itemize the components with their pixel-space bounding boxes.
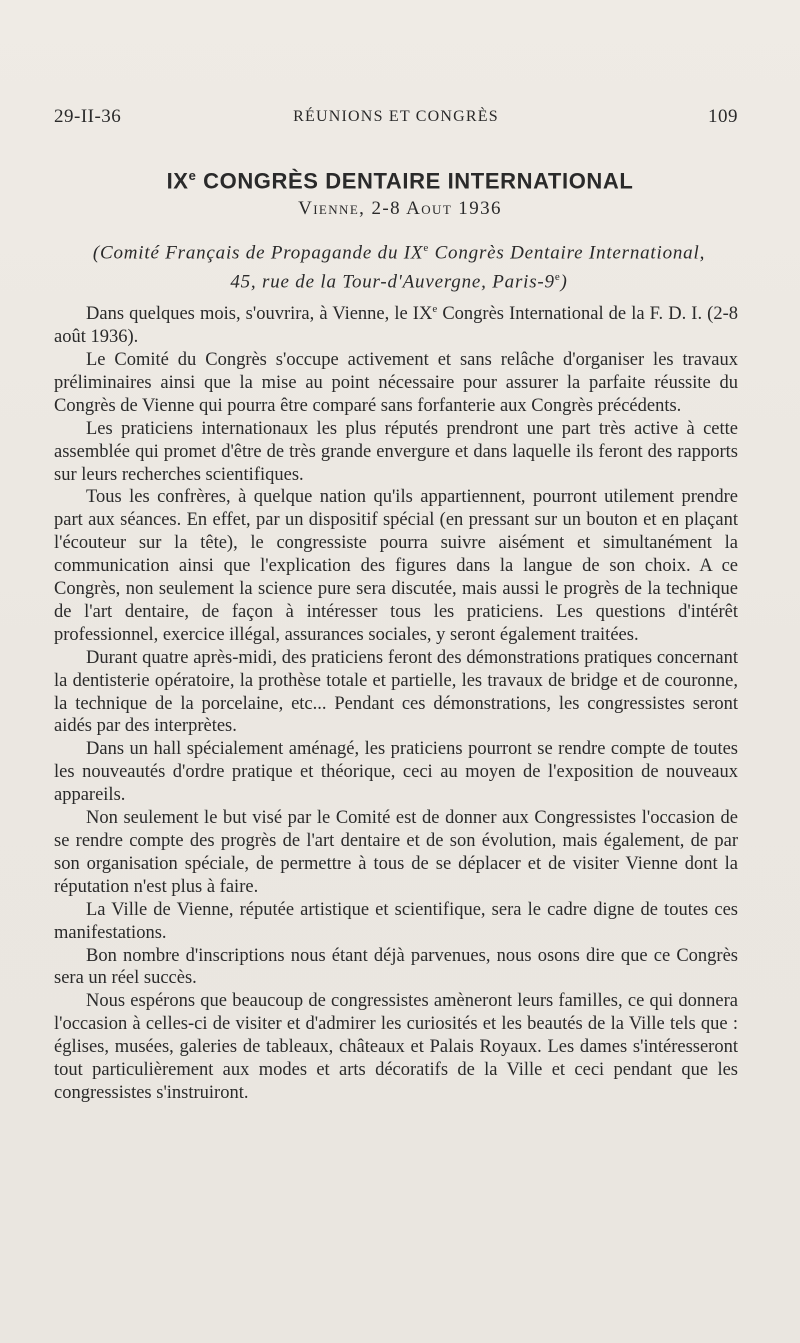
article-title — [0, 168, 800, 194]
title-superscript: e — [188, 168, 197, 183]
committee-line-1 — [54, 236, 744, 265]
paragraph-1-sup: e — [432, 303, 438, 315]
paragraph-1-post: Congrès International de la F. D. I. (2-8 août 1936). — [54, 304, 738, 348]
paragraph-1-pre: Dans quelques mois, s'ouvrira, à Vienne, le IX — [86, 304, 433, 325]
committee-line-1-sup: e — [423, 242, 430, 254]
paragraph-10: Nous espérons que beaucoup de congressistes amèneront leurs familles, ce qui donnera l'occasion à celles-ci de visiter et d'admirer les curiosités et les beautés de la Ville tels que : églises, musées, galeries de tableaux, châteaux et Palais Royaux. Les dames s'intéresseront tout particulièrement aux modes et arts décoratifs de la Ville et ceci pendant que les congressistes s'instruiront. — [54, 991, 738, 1103]
title-prefix: IX — [166, 168, 189, 194]
paragraph-6: Dans un hall spécialement aménagé, les praticiens pourront se rendre compte de toutes les nouveautés d'ordre pratique et théorique, ceci au moyen de l'exposition de nouveaux appareils. — [54, 739, 738, 806]
paragraph-2: Le Comité du Congrès s'occupe activement et sans relâche d'organiser les travaux préliminaires ainsi que la mise au point nécessaire pour assurer la parfaite réussite du Congrès de Vienne qui pourra être comparé sans forfanterie aux Congrès précédents. — [54, 349, 738, 416]
committee-address — [54, 236, 744, 295]
header-date: 29-II-36 — [54, 106, 122, 127]
running-head — [54, 106, 738, 130]
committee-line-2-a: 45, rue de la Tour-d'Auvergne, Paris-9 — [230, 271, 555, 293]
article-body — [54, 298, 738, 1105]
page-number: 109 — [708, 106, 738, 127]
paragraph-7: Non seulement le but visé par le Comité est de donner aux Congressistes l'occasion de se rendre compte des progrès de l'art dentaire et de son évolution, mais également, de par son organisation spéciale, de permettre à tous de se déplacer et de visiter Vienne dont la réputation n'est plus à faire. — [54, 808, 738, 897]
subtitle-place-date: Vienne, 2-8 Aout 1936 — [298, 198, 502, 219]
committee-line-1-a: (Comité Français de Propagande du IX — [92, 242, 424, 264]
committee-line-1-b: Congrès Dentaire International, — [429, 242, 706, 264]
paragraph-1 — [54, 298, 738, 349]
article-subtitle — [0, 198, 800, 220]
committee-line-2-b: ) — [560, 271, 568, 293]
title-main: CONGRÈS DENTAIRE INTERNATIONAL — [196, 168, 634, 194]
committee-line-2-sup: e — [554, 271, 561, 284]
paragraph-8: La Ville de Vienne, réputée artistique et scientifique, sera le cadre digne de toutes ces manifestations. — [54, 899, 738, 943]
header-section-title: RÉUNIONS ET CONGRÈS — [293, 108, 499, 125]
paragraph-9: Bon nombre d'inscriptions nous étant déjà parvenues, nous osons dire que ce Congrès sera un réel succès. — [54, 945, 738, 989]
paragraph-5: Durant quatre après-midi, des praticiens feront des démonstrations pratiques concernant la dentisterie opératoire, la prothèse totale et partielle, les travaux de bridge et de couronne, la technique de la porcelaine, etc... Pendant ces démonstrations, les congressistes seront aidés par des interprètes. — [54, 647, 738, 737]
paragraph-3: Les praticiens internationaux les plus réputés prendront une part très active à cette assemblée qui promet d'être de très grande envergure et dans laquelle ils feront des rapports sur leurs recherches scientifiques. — [54, 418, 738, 485]
committee-line-2 — [54, 265, 744, 294]
paragraph-4: Tous les confrères, à quelque nation qu'ils appartiennent, pourront utilement prendre part aux séances. En effet, par un dispositif spécial (en pressant sur un bouton et en plaçant l'écouteur sur la tête), le congressiste pourra suivre aisément et simultanément la communication ainsi que l'explication des figures dans la langue de son choix. A ce Congrès, non seulement la science pure sera discutée, mais aussi le progrès de la technique de l'art dentaire, de façon à intéresser tous les praticiens. Les questions d'intérêt professionnel, exercice illégal, assurances sociales, y seront également traitées. — [54, 487, 738, 645]
